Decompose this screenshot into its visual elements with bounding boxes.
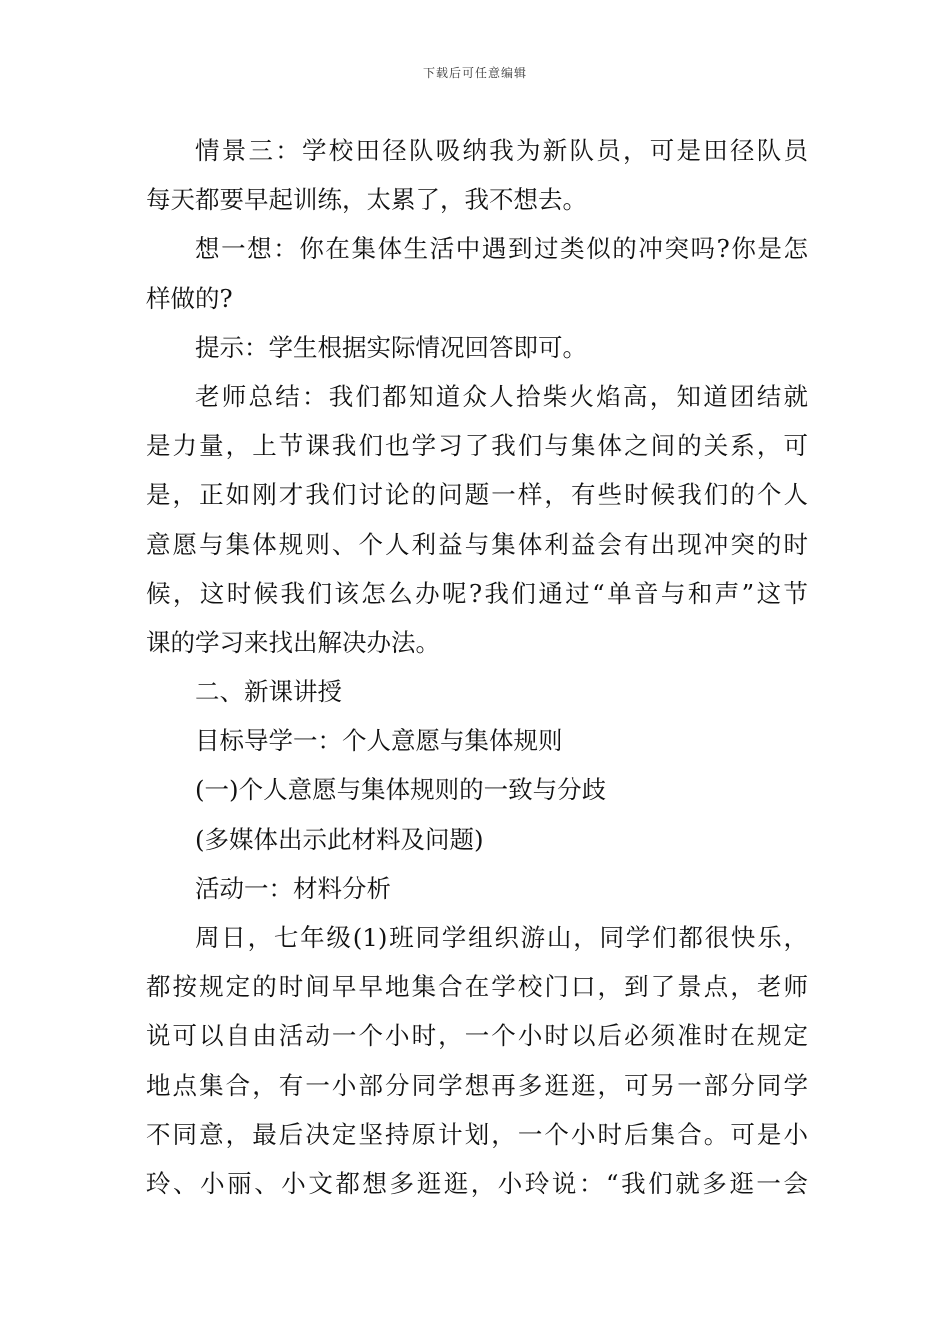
text-line: 提示：学生根据实际情况回答即可。 bbox=[195, 332, 587, 362]
document-body bbox=[146, 126, 808, 1208]
text-line: 意愿与集体规则、个人利益与集体利益会有出现冲突的时 bbox=[146, 529, 808, 559]
text-line: 都按规定的时间早早地集合在学校门口，到了景点，老师 bbox=[146, 972, 808, 1002]
text-line: 二、新课讲授 bbox=[195, 677, 342, 707]
text-line: (一)个人意愿与集体规则的一致与分歧 bbox=[195, 775, 607, 805]
text-line: 想一想：你在集体生活中遇到过类似的冲突吗?你是怎 bbox=[195, 234, 808, 264]
text-line: 老师总结：我们都知道众人拾柴火焰高，知道团结就 bbox=[195, 381, 808, 411]
text-line: 是力量，上节课我们也学习了我们与集体之间的关系，可 bbox=[146, 431, 808, 461]
text-line: 玲、小丽、小文都想多逛逛，小玲说：“我们就多逛一会 bbox=[146, 1168, 808, 1198]
text-line: 目标导学一：个人意愿与集体规则 bbox=[195, 726, 563, 756]
text-line: 情景三：学校田径队吸纳我为新队员，可是田径队员 bbox=[195, 136, 808, 165]
text-line: 不同意，最后决定坚持原计划，一个小时后集合。可是小 bbox=[146, 1119, 808, 1149]
text-line: 说可以自由活动一个小时，一个小时以后必须准时在规定 bbox=[146, 1021, 808, 1051]
text-line: 地点集合，有一小部分同学想再多逛逛，可另一部分同学 bbox=[146, 1070, 808, 1100]
text-line: 候，这时候我们该怎么办呢?我们通过“单音与和声”这节 bbox=[146, 578, 808, 608]
text-line: 周日，七年级(1)班同学组织游山，同学们都很快乐， bbox=[195, 923, 808, 952]
page-header: 下载后可任意编辑 bbox=[422, 66, 527, 80]
text-line: (多媒体出示此材料及问题) bbox=[195, 824, 484, 854]
text-line: 样做的? bbox=[146, 283, 233, 313]
text-line: 活动一：材料分析 bbox=[195, 873, 391, 903]
text-line: 是，正如刚才我们讨论的问题一样，有些时候我们的个人 bbox=[146, 480, 808, 510]
text-line: 课的学习来找出解决办法。 bbox=[146, 627, 440, 657]
text-line: 每天都要早起训练，太累了，我不想去。 bbox=[146, 185, 587, 215]
